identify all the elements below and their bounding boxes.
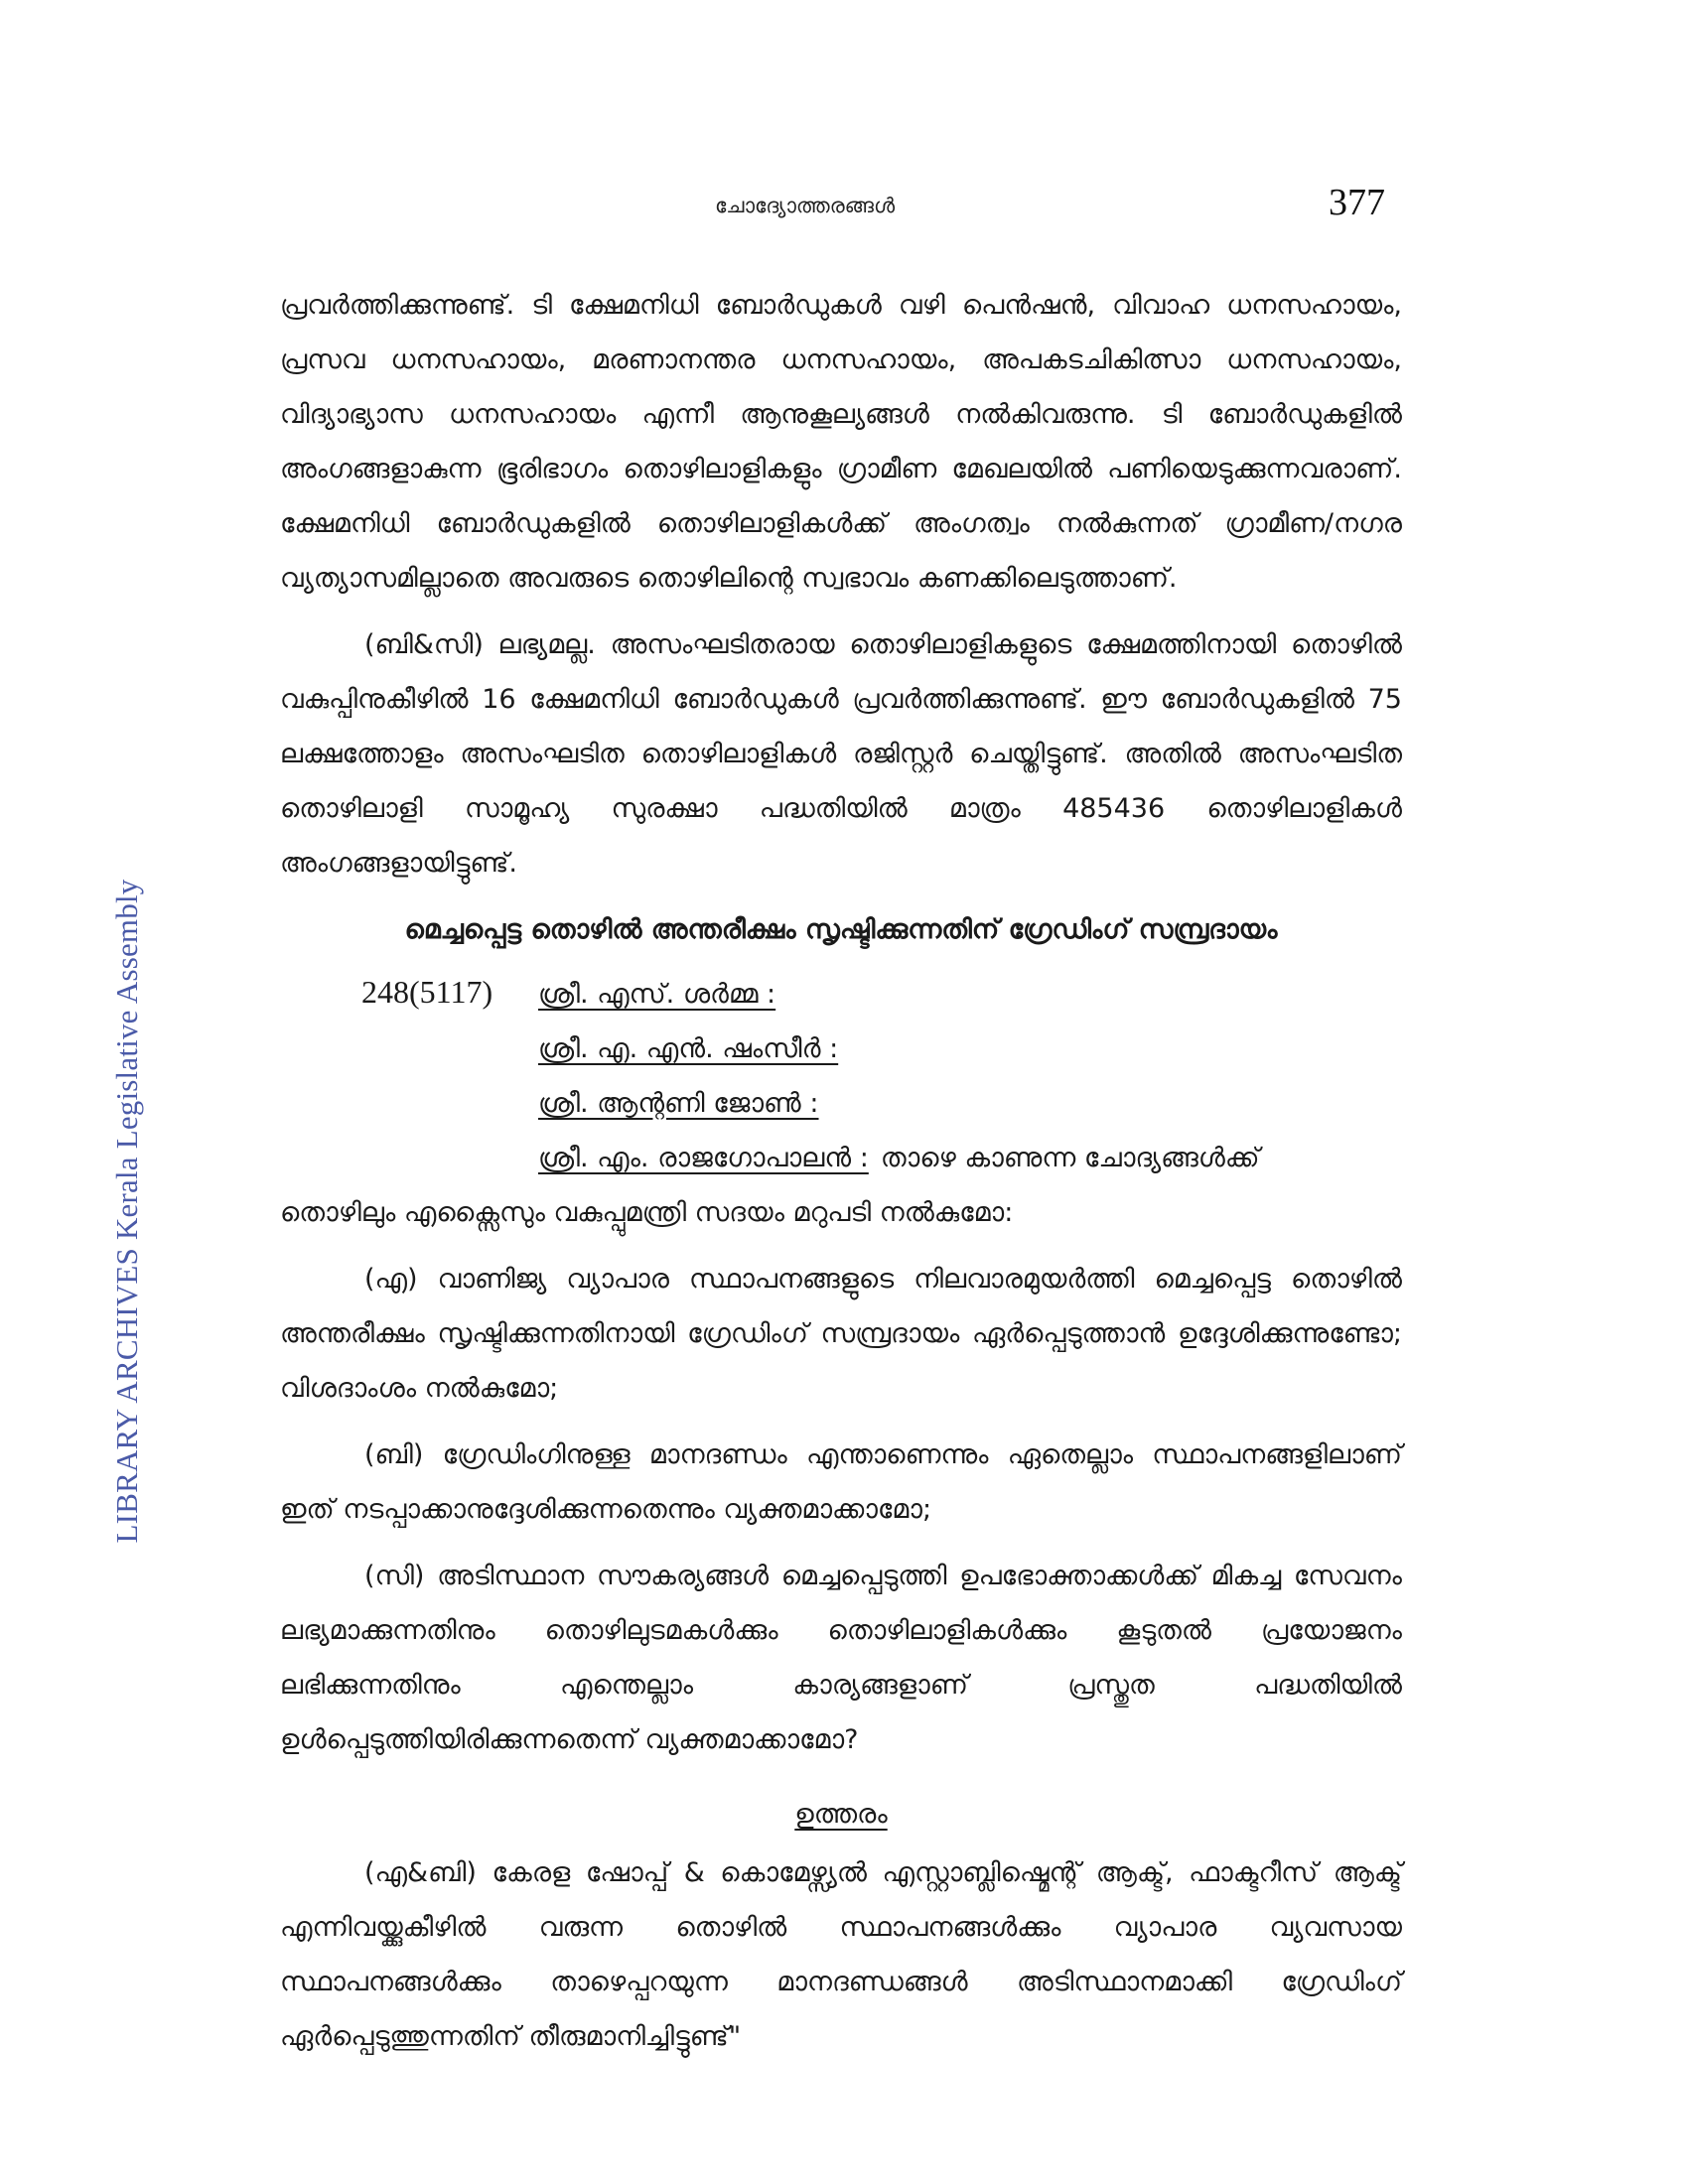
running-head: ചോദ്യോത്തരങ്ങൾ (715, 194, 896, 217)
question-part-b: (ബി) ഗ്രേഡിംഗിനുള്ള മാനദണ്ഡം എന്താണെന്നും ഏതെല്ലാം സ്ഥാപനങ്ങളിലാണ് ഇത് നടപ്പാക്കാനുദ്ദേശിക്കുന്നതെന്നും വ്യക്തമാക്കാമോ; (280, 1439, 1402, 1525)
member-name: ശ്രീ. എസ്. ശർമ്മ : (538, 979, 776, 1010)
page-number: 377 (1329, 182, 1385, 223)
member-name: ശ്രീ. എം. രാജഗോപാലൻ : (538, 1143, 869, 1173)
member-name: ശ്രീ. എ. എൻ. ഷംസീർ : (538, 1033, 839, 1064)
answer-continuation-paragraph: പ്രവർത്തിക്കുന്നുണ്ട്. ടി ക്ഷേമനിധി ബോർഡുകൾ വഴി പെൻഷൻ, വിവാഹ ധനസഹായം, പ്രസവ ധനസഹായം, മരണാനന്തര ധനസഹായം, അപകടചികിത്സാ ധനസഹായം, വിദ്യാഭ്യാസ ധനസഹായം എന്നീ ആനുകൂല്യങ്ങൾ നൽകിവരുന്നു. ടി ബോർഡുകളിൽ അംഗങ്ങളാകുന്ന ഭൂരിഭാഗം തൊഴിലാളികളും ഗ്രാമീണ മേഖലയിൽ പണിയെടുക്കുന്നവരാണ്. ക്ഷേമനിധി ബോർഡുകളിൽ തൊഴിലാളികൾക്ക് അംഗത്വം നൽകുന്നത് ഗ്രാമീണ/നഗര വ്യത്യാസമില്ലാതെ അവരുടെ തൊഴിലിന്റെ സ്വഭാവം കണക്കിലെടുത്താണ്. (280, 290, 1402, 594)
question-title: മെച്ചപ്പെട്ട തൊഴിൽ അന്തരീക്ഷം സൃഷ്ടിക്കുന്നതിന് ഗ്രേഡിംഗ് സമ്പ്രദായം (404, 914, 1278, 945)
question-lead-text: താഴെ കാണുന്ന ചോദ്യങ്ങൾക്ക് (880, 1143, 1260, 1173)
question-number: 248(5117) (361, 974, 493, 1010)
question-part-c: (സി) അടിസ്ഥാന സൗകര്യങ്ങൾ മെച്ചപ്പെടുത്തി ഉപഭോക്താക്കൾക്ക് മികച്ച സേവനം ലഭ്യമാക്കുന്നതിനും തൊഴിലുടമകൾക്കും തൊഴിലാളികൾക്കും കൂടുതൽ പ്രയോജനം ലഭിക്കുന്നതിനും എന്തെല്ലാം കാര്യങ്ങളാണ് പ്രസ്തുത പദ്ധതിയിൽ ഉൾപ്പെടുത്തിയിരിക്കുന്നതെന്ന് വ്യക്തമാക്കാമോ? (280, 1561, 1402, 1755)
member-name: ശ്രീ. ആന്റണി ജോൺ : (538, 1088, 819, 1119)
archive-stamp: LIBRARY ARCHIVES Kerala Legislative Assembly (109, 879, 144, 1544)
question-part-a: (എ) വാണിജ്യ വ്യാപാര സ്ഥാപനങ്ങളുടെ നിലവാരമുയർത്തി മെച്ചപ്പെട്ട തൊഴിൽ അന്തരീക്ഷം സൃഷ്ടിക്കുന്നതിനായി ഗ്രേഡിംഗ് സമ്പ്രദായം ഏർപ്പെടുത്താൻ ഉദ്ദേശിക്കുന്നുണ്ടോ; വിശദാംശം നൽകുമോ; (280, 1264, 1402, 1404)
question-member-line (280, 965, 1402, 1022)
page-body (280, 278, 1402, 2064)
question-member-line (280, 1076, 1402, 1131)
question-member-line (280, 1131, 1402, 1185)
answer-heading: ഉത്തരം (794, 1799, 888, 1830)
answer-ab-paragraph: (എ&ബി) കേരള ഷോപ്പ് & കൊമേഴ്സ്യൽ എസ്റ്റാബ്ലിഷ്മെന്റ് ആക്ട്, ഫാക്ടറീസ് ആക്ട് എന്നിവയ്ക്കുകീഴിൽ വരുന്ന തൊഴിൽ സ്ഥാപനങ്ങൾക്കും വ്യാപാര വ്യവസായ സ്ഥാപനങ്ങൾക്കും താഴെപ്പറയുന്ന മാനദണ്ഡങ്ങൾ അടിസ്ഥാനമാക്കി ഗ്രേഡിംഗ് ഏർപ്പെടുത്തുന്നതിന് തീരുമാനിച്ചിട്ടുണ്ട്" (280, 1857, 1402, 2052)
question-member-line (280, 1022, 1402, 1076)
question-intro: തൊഴിലും എക്സൈസും വകുപ്പുമന്ത്രി സദയം മറുപടി നൽകുമോ: (280, 1197, 1014, 1228)
answer-bc-paragraph: (ബി&സി) ലഭ്യമല്ല. അസംഘടിതരായ തൊഴിലാളികളുടെ ക്ഷേമത്തിനായി തൊഴിൽ വകുപ്പിനുകീഴിൽ 16 ക്ഷേമനിധി ബോർഡുകൾ പ്രവർത്തിക്കുന്നുണ്ട്. ഈ ബോർഡുകളിൽ 75 ലക്ഷത്തോളം അസംഘടിത തൊഴിലാളികൾ രജിസ്റ്റർ ചെയ്തിട്ടുണ്ട്. അതിൽ അസംഘടിത തൊഴിലാളി സാമൂഹ്യ സുരക്ഷാ പദ്ധതിയിൽ മാത്രം 485436 തൊഴിലാളികൾ അംഗങ്ങളായിട്ടുണ്ട്. (280, 629, 1402, 879)
